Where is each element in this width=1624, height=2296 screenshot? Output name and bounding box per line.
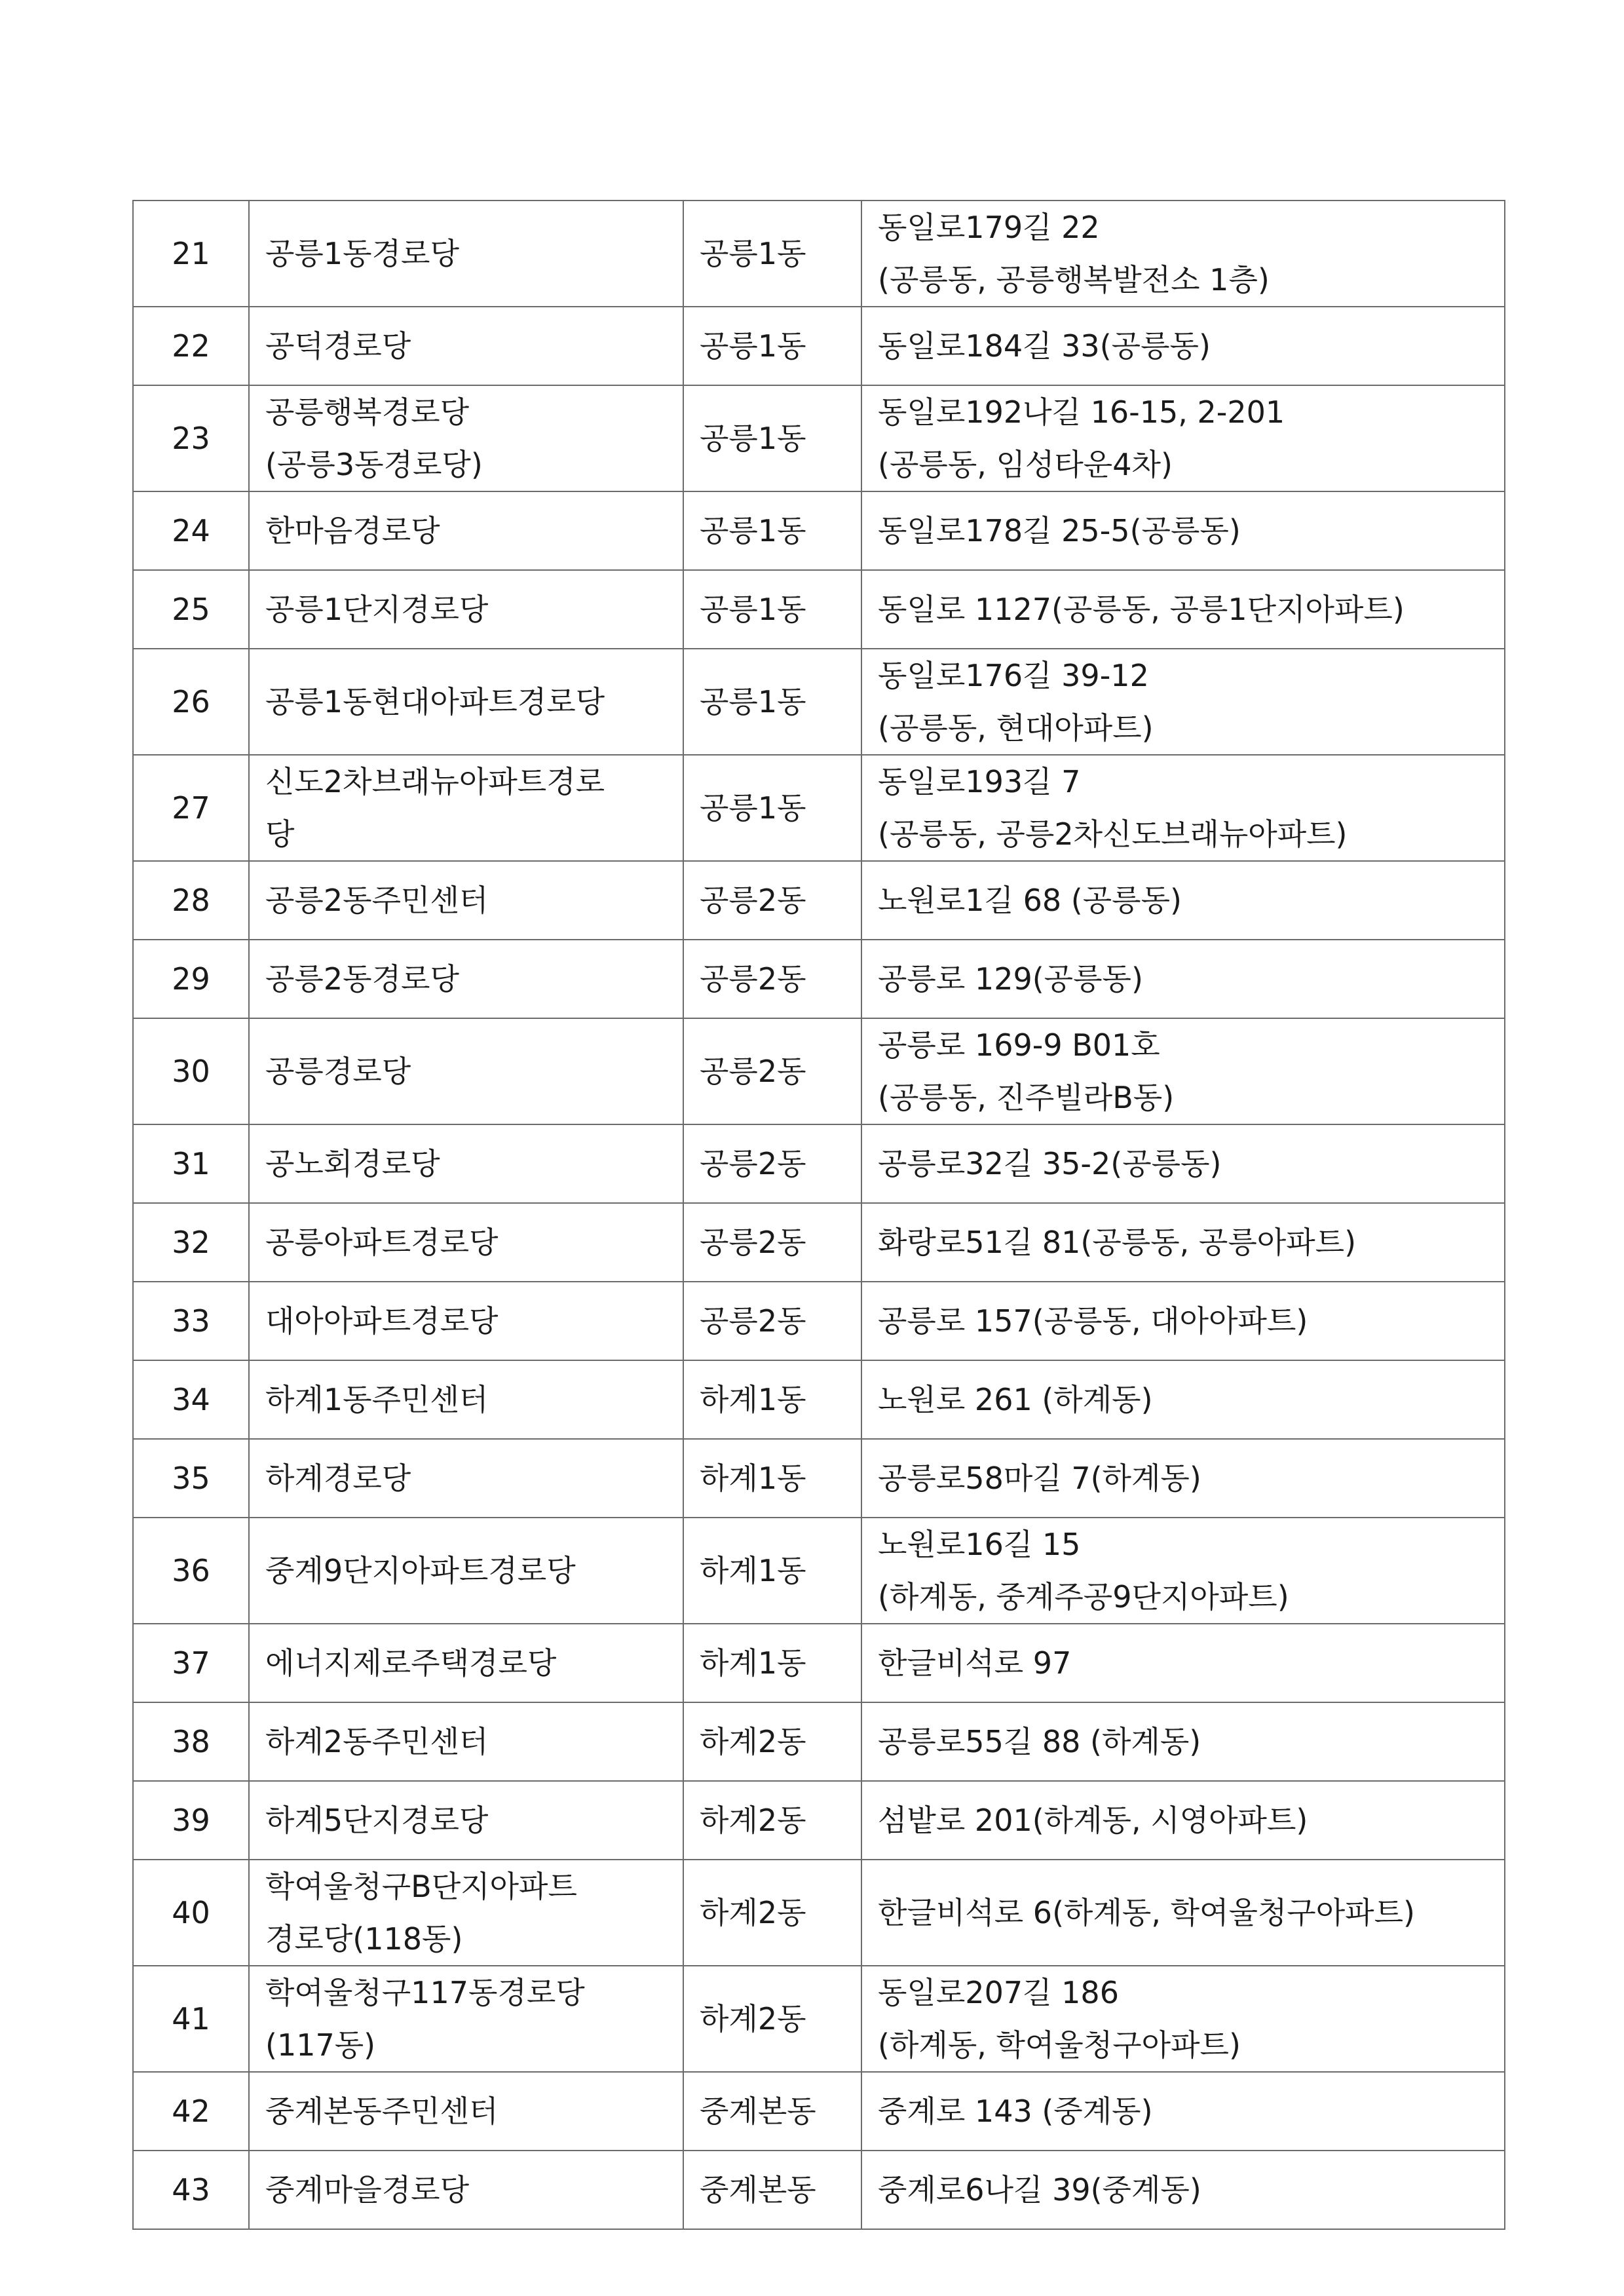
- facility-name: 에너지제로주택경로당: [265, 1645, 557, 1681]
- row-number: 28: [133, 861, 249, 940]
- address-line: 동일로192나길 16-15, 2-201: [878, 394, 1285, 430]
- row-number: 42: [133, 2072, 249, 2151]
- facility-name: 공노회경로당: [265, 1146, 440, 1181]
- row-number: 39: [133, 1781, 249, 1860]
- facility-name: 중계9단지아파트경로당: [265, 1553, 576, 1588]
- address-line: (공릉동, 공릉행복발전소 1층): [878, 262, 1270, 297]
- table-row: [133, 1624, 1505, 1702]
- facility-name: 당: [265, 816, 295, 852]
- address-line: (공릉동, 공릉2차신도브래뉴아파트): [878, 816, 1348, 852]
- address-line: 동일로179길 22: [878, 210, 1100, 245]
- address-line: 동일로207길 186: [878, 1975, 1119, 2010]
- table-row: [133, 570, 1505, 649]
- address-line: 동일로 1127(공릉동, 공릉1단지아파트): [878, 592, 1405, 627]
- dong-name: 중계본동: [683, 2151, 861, 2229]
- address-cell: [861, 1018, 1505, 1124]
- dong-name: 공릉1동: [683, 570, 861, 649]
- table-row: [133, 1518, 1505, 1624]
- address-line: 공릉로55길 88 (하계동): [878, 1724, 1201, 1759]
- dong-name: 하계2동: [683, 1781, 861, 1860]
- row-number: 27: [133, 755, 249, 861]
- facility-name: 경로당(118동): [265, 1921, 463, 1957]
- address-line: (하계동, 학여울청구아파트): [878, 2027, 1241, 2063]
- facility-name: 하계1동주민센터: [265, 1382, 489, 1417]
- facility-name-cell: [249, 1124, 683, 1203]
- table-row: [133, 1702, 1505, 1781]
- address-line: 동일로178길 25-5(공릉동): [878, 513, 1241, 548]
- facility-name: 공릉행복경로당: [265, 394, 470, 430]
- address-line: (하계동, 중계주공9단지아파트): [878, 1579, 1289, 1615]
- facility-name-cell: [249, 1702, 683, 1781]
- row-number: 23: [133, 385, 249, 491]
- dong-name: 공릉1동: [683, 755, 861, 861]
- table-row: [133, 1018, 1505, 1124]
- dong-name: 공릉1동: [683, 201, 861, 307]
- address-cell: [861, 1702, 1505, 1781]
- table-row: [133, 491, 1505, 570]
- facility-name: 중계본동주민센터: [265, 2094, 499, 2129]
- facility-name: 학여울청구B단지아파트: [265, 1869, 577, 1904]
- address-cell: [861, 2151, 1505, 2229]
- address-cell: [861, 385, 1505, 491]
- address-line: 노원로 261 (하계동): [878, 1382, 1153, 1417]
- row-number: 31: [133, 1124, 249, 1203]
- facility-name-cell: [249, 385, 683, 491]
- address-line: 공릉로 157(공릉동, 대아아파트): [878, 1303, 1308, 1339]
- address-line: 한글비석로 97: [878, 1645, 1072, 1681]
- address-line: 노원로1길 68 (공릉동): [878, 883, 1182, 918]
- facility-name: 공덕경로당: [265, 328, 411, 364]
- row-number: 32: [133, 1203, 249, 1282]
- table-row: [133, 1203, 1505, 1282]
- facility-name: 한마음경로당: [265, 513, 440, 548]
- table-row: [133, 2072, 1505, 2151]
- address-line: 동일로193길 7: [878, 764, 1081, 799]
- dong-name: 공릉1동: [683, 491, 861, 570]
- address-line: 섬밭로 201(하계동, 시영아파트): [878, 1803, 1308, 1838]
- dong-name: 공릉2동: [683, 1282, 861, 1360]
- facility-name: 공릉2동경로당: [265, 961, 459, 997]
- facility-name: 학여울청구117동경로당: [265, 1975, 585, 2010]
- facility-name: 하계2동주민센터: [265, 1724, 489, 1759]
- facility-name-cell: [249, 1203, 683, 1282]
- address-line: 공릉로 169-9 B01호: [878, 1027, 1160, 1063]
- address-cell: [861, 1282, 1505, 1360]
- table-row: [133, 307, 1505, 385]
- dong-name: 하계1동: [683, 1624, 861, 1702]
- address-cell: [861, 1203, 1505, 1282]
- facility-name-cell: [249, 649, 683, 755]
- address-cell: [861, 1781, 1505, 1860]
- facility-name-cell: [249, 2151, 683, 2229]
- address-cell: [861, 940, 1505, 1018]
- row-number: 41: [133, 1966, 249, 2072]
- address-cell: [861, 491, 1505, 570]
- table-row: [133, 649, 1505, 755]
- facility-name: 하계경로당: [265, 1461, 411, 1496]
- table-row: [133, 1439, 1505, 1518]
- facility-name-cell: [249, 2072, 683, 2151]
- dong-name: 중계본동: [683, 2072, 861, 2151]
- address-cell: [861, 1518, 1505, 1624]
- dong-name: 하계1동: [683, 1439, 861, 1518]
- address-line: (공릉동, 진주빌라B동): [878, 1080, 1175, 1115]
- facility-name: 공릉1단지경로당: [265, 592, 489, 627]
- table-row: [133, 2151, 1505, 2229]
- row-number: 38: [133, 1702, 249, 1781]
- address-line: (공릉동, 현대아파트): [878, 710, 1154, 746]
- address-line: 중계로 143 (중계동): [878, 2094, 1153, 2129]
- address-line: (공릉동, 임성타운4차): [878, 447, 1173, 482]
- row-number: 21: [133, 201, 249, 307]
- row-number: 26: [133, 649, 249, 755]
- address-cell: [861, 1860, 1505, 1966]
- dong-name: 하계2동: [683, 1702, 861, 1781]
- facility-name: 중계마을경로당: [265, 2172, 470, 2208]
- address-cell: [861, 1624, 1505, 1702]
- facility-name-cell: [249, 570, 683, 649]
- dong-name: 공릉2동: [683, 1124, 861, 1203]
- table-body: [133, 201, 1505, 2229]
- facility-name-cell: [249, 755, 683, 861]
- facility-name: 하계5단지경로당: [265, 1803, 489, 1838]
- dong-name: 하계1동: [683, 1518, 861, 1624]
- address-cell: [861, 1966, 1505, 2072]
- facility-name: 공릉경로당: [265, 1054, 411, 1089]
- address-line: 공릉로32길 35-2(공릉동): [878, 1146, 1222, 1181]
- facility-name-cell: [249, 1624, 683, 1702]
- row-number: 33: [133, 1282, 249, 1360]
- row-number: 30: [133, 1018, 249, 1124]
- facility-name-cell: [249, 1439, 683, 1518]
- facility-name: 공릉아파트경로당: [265, 1225, 499, 1260]
- facility-name-cell: [249, 491, 683, 570]
- address-line: 노원로16길 15: [878, 1527, 1081, 1562]
- table-row: [133, 1781, 1505, 1860]
- address-line: 중계로6나길 39(중계동): [878, 2172, 1201, 2208]
- row-number: 37: [133, 1624, 249, 1702]
- table-row: [133, 940, 1505, 1018]
- facility-name: 신도2차브래뉴아파트경로: [265, 764, 605, 799]
- table-row: [133, 385, 1505, 491]
- dong-name: 하계1동: [683, 1360, 861, 1439]
- row-number: 34: [133, 1360, 249, 1439]
- facility-table: [132, 200, 1505, 2230]
- address-cell: [861, 1439, 1505, 1518]
- facility-name: 공릉2동주민센터: [265, 883, 489, 918]
- dong-name: 공릉1동: [683, 307, 861, 385]
- facility-name-cell: [249, 1360, 683, 1439]
- dong-name: 공릉2동: [683, 1018, 861, 1124]
- dong-name: 공릉1동: [683, 385, 861, 491]
- facility-name-cell: [249, 1966, 683, 2072]
- facility-name-cell: [249, 1860, 683, 1966]
- address-line: 공릉로58마길 7(하계동): [878, 1461, 1201, 1496]
- row-number: 22: [133, 307, 249, 385]
- table-row: [133, 1282, 1505, 1360]
- facility-name: 대아아파트경로당: [265, 1303, 499, 1339]
- row-number: 36: [133, 1518, 249, 1624]
- table-row: [133, 1360, 1505, 1439]
- row-number: 29: [133, 940, 249, 1018]
- facility-name-cell: [249, 201, 683, 307]
- address-cell: [861, 649, 1505, 755]
- address-cell: [861, 201, 1505, 307]
- table-row: [133, 861, 1505, 940]
- dong-name: 하계2동: [683, 1860, 861, 1966]
- address-cell: [861, 1360, 1505, 1439]
- facility-name: (공릉3동경로당): [265, 447, 483, 482]
- table-row: [133, 201, 1505, 307]
- facility-name: 공릉1동경로당: [265, 236, 459, 271]
- row-number: 40: [133, 1860, 249, 1966]
- facility-name: 공릉1동현대아파트경로당: [265, 684, 605, 719]
- facility-name-cell: [249, 1018, 683, 1124]
- address-cell: [861, 755, 1505, 861]
- facility-name-cell: [249, 1518, 683, 1624]
- table-row: [133, 1860, 1505, 1966]
- address-cell: [861, 861, 1505, 940]
- facility-name-cell: [249, 1282, 683, 1360]
- row-number: 35: [133, 1439, 249, 1518]
- address-line: 한글비석로 6(하계동, 학여울청구아파트): [878, 1895, 1416, 1930]
- table-row: [133, 1966, 1505, 2072]
- address-line: 동일로184길 33(공릉동): [878, 328, 1211, 364]
- address-cell: [861, 2072, 1505, 2151]
- address-cell: [861, 307, 1505, 385]
- row-number: 25: [133, 570, 249, 649]
- dong-name: 공릉1동: [683, 649, 861, 755]
- dong-name: 공릉2동: [683, 1203, 861, 1282]
- dong-name: 하계2동: [683, 1966, 861, 2072]
- facility-name-cell: [249, 307, 683, 385]
- facility-name: (117동): [265, 2027, 376, 2063]
- dong-name: 공릉2동: [683, 940, 861, 1018]
- row-number: 24: [133, 491, 249, 570]
- facility-name-cell: [249, 1781, 683, 1860]
- address-line: 화랑로51길 81(공릉동, 공릉아파트): [878, 1225, 1357, 1260]
- dong-name: 공릉2동: [683, 861, 861, 940]
- address-line: 공릉로 129(공릉동): [878, 961, 1143, 997]
- facility-name-cell: [249, 940, 683, 1018]
- address-line: 동일로176길 39-12: [878, 658, 1149, 693]
- facility-name-cell: [249, 861, 683, 940]
- address-cell: [861, 570, 1505, 649]
- table-row: [133, 755, 1505, 861]
- table-row: [133, 1124, 1505, 1203]
- row-number: 43: [133, 2151, 249, 2229]
- address-cell: [861, 1124, 1505, 1203]
